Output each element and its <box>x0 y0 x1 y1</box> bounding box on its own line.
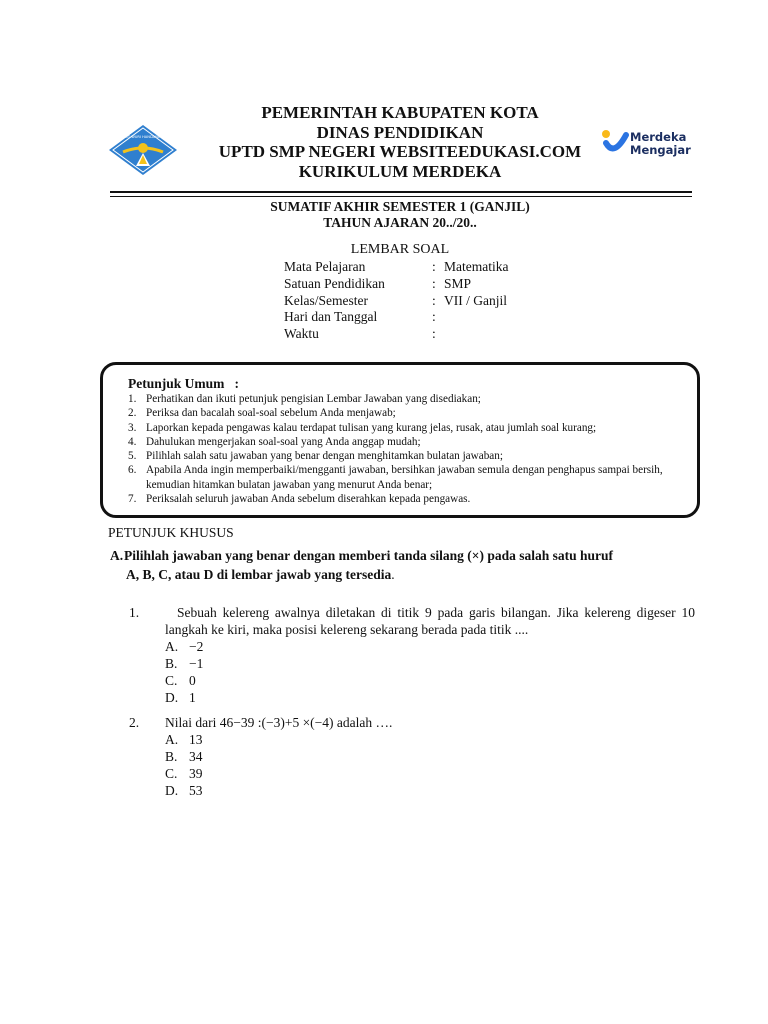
header-rule-thin <box>110 196 692 197</box>
exam-year: TAHUN AJARAN 20../20.. <box>323 215 477 230</box>
section-line2: A, B, C, atau D di lembar jawab yang tersedia. <box>126 567 395 582</box>
option-d[interactable]: D. 1 <box>165 690 196 705</box>
list-item: 6. Apabila Anda ingin memperbaiki/mengganti jawaban, bersihkan jawaban semula dengan penghapus sampai bersih, kemudian hitamkan bulatan jawaban yang menurut Anda benar; <box>128 464 663 491</box>
general-instructions-title: Petunjuk Umum : <box>128 376 240 391</box>
header-government: PEMERINTAH KABUPATEN KOTA <box>261 103 539 122</box>
exam-title: SUMATIF AKHIR SEMESTER 1 (GANJIL) <box>270 199 530 214</box>
sheet-title: LEMBAR SOAL <box>350 242 450 257</box>
list-item: 3. Laporkan kepada pengawas kalau terdapat tulisan yang kurang jelas, rusak, atau jumlah soal kurang; <box>128 421 597 434</box>
question-number: 1. <box>129 605 140 620</box>
mm-logo-line1: Merdeka <box>630 130 687 144</box>
header-curriculum: KURIKULUM MERDEKA <box>298 161 502 181</box>
info-row-date: Hari dan Tanggal : <box>284 309 436 325</box>
exam-title-block <box>180 199 620 231</box>
header-school: UPTD SMP NEGERI WEBSITEEDUKASI.COM <box>218 142 582 161</box>
header-rule-thick <box>110 191 692 193</box>
general-instructions-list <box>128 392 688 506</box>
option-d[interactable]: D. 53 <box>165 783 203 798</box>
question-number: 2. <box>129 715 140 730</box>
info-row-unit: Satuan Pendidikan : SMP <box>284 275 472 291</box>
merdeka-mengajar-logo <box>598 127 708 167</box>
option-a[interactable]: A. −2 <box>165 639 204 654</box>
question-text: Nilai dari 46−39 :(−3)+5 ×(−4) adalah …. <box>165 715 393 730</box>
svg-text:TUT WURI HANDAYANI: TUT WURI HANDAYANI <box>123 135 163 139</box>
section-letter: A. <box>110 548 124 563</box>
option-b[interactable]: B. −1 <box>165 656 204 671</box>
list-item: 2. Periksa dan bacalah soal-soal sebelum Anda menjawab; <box>128 407 396 420</box>
info-value: VII / Ganjil <box>444 292 507 308</box>
header-department: DINAS PENDIDIKAN <box>316 122 484 142</box>
info-row-class: Kelas/Semester : VII / Ganjil <box>284 292 507 308</box>
tut-wuri-handayani-logo <box>108 124 178 176</box>
exam-info <box>284 259 508 343</box>
option-c[interactable]: C. 39 <box>165 766 203 781</box>
option-b[interactable]: B. 34 <box>165 749 203 764</box>
list-item: 5. Pilihlah salah satu jawaban yang benar dengan menghitamkan bulatan jawaban; <box>128 450 503 463</box>
section-line1: Pilihlah jawaban yang benar dengan memberi tanda silang (×) pada salah satu huruf <box>124 548 614 563</box>
list-item: 1. Perhatikan dan ikuti petunjuk pengisian Lembar Jawaban yang disediakan; <box>128 393 481 405</box>
option-c[interactable]: C. 0 <box>165 673 196 688</box>
option-a[interactable]: A. 13 <box>165 732 203 747</box>
info-row-time: Waktu : <box>284 326 436 342</box>
list-item: 7. Periksalah seluruh jawaban Anda sebelum diserahkan kepada pengawas. <box>128 493 471 506</box>
info-row-subject: Mata Pelajaran : Matematika <box>284 259 509 274</box>
mm-logo-line2: Mengajar <box>630 143 691 157</box>
school-header <box>180 103 620 181</box>
question-text: Sebuah kelereng awalnya diletakan di titik 9 pada garis bilangan. Jika kelereng digeser 10 langkah ke kiri, maka posisi kelereng sekarang berada pada titik .... <box>165 605 695 637</box>
list-item: 4. Dahulukan mengerjakan soal-soal yang Anda anggap mudah; <box>128 435 421 448</box>
special-instructions-title: PETUNJUK KHUSUS <box>108 525 234 540</box>
info-value: SMP <box>444 275 472 291</box>
info-value: Matematika <box>444 259 509 274</box>
